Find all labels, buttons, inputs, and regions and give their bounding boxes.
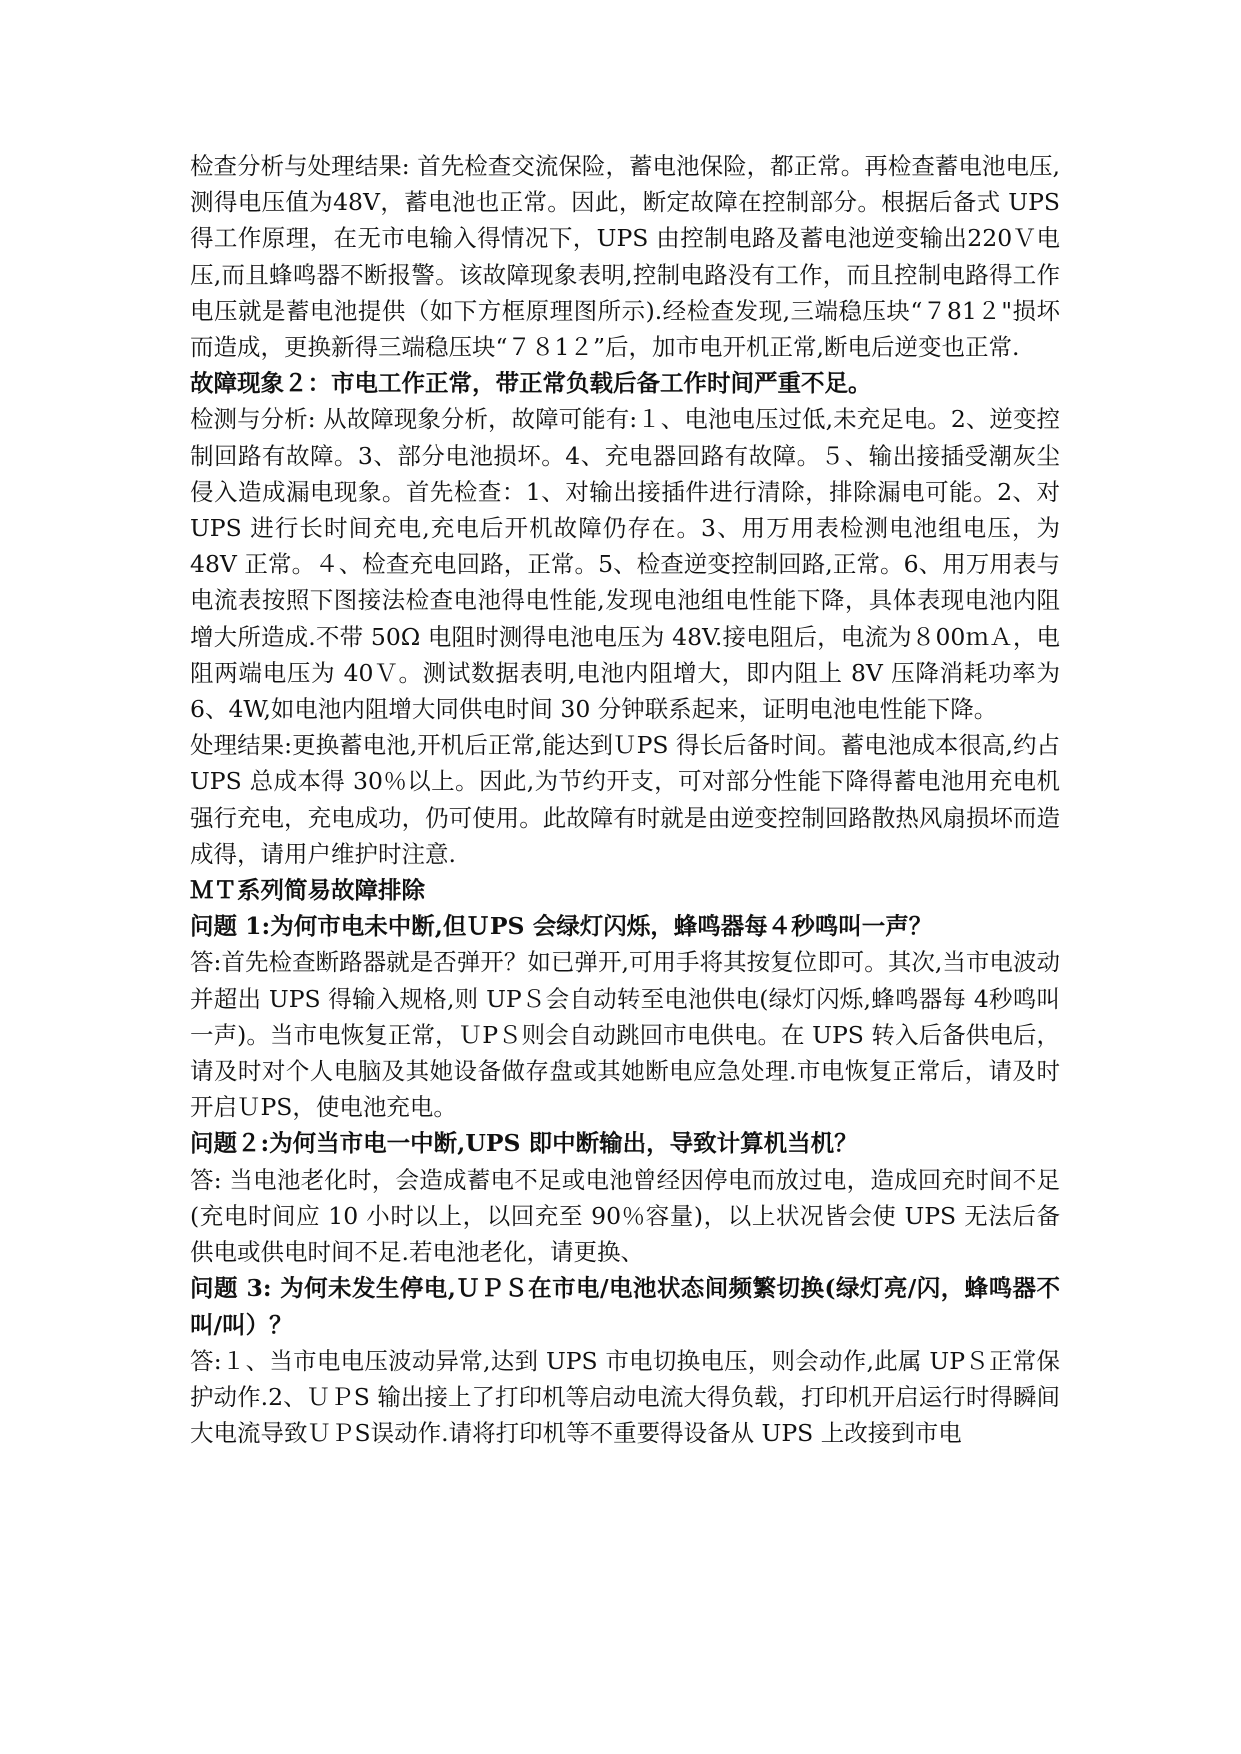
heading-fault-2: 故障现象２：市电工作正常，带正常负载后备工作时间严重不足。 xyxy=(190,369,872,398)
paragraph-answer-1: 答:首先检查断路器就是否弹开？如已弹开,可用手将其按复位即可。其次,当市电波动并超出 UPS 得输入规格,则 UPＳ会自动转至电池供电(绿灯闪烁,蜂鸣器每 4秒鸣叫一声)。当市电恢复正常，ＵPＳ则会自动跳回市电供电。在 UPS 转入后备供电后，请及时对个人电脑及其她设备做存盘或其她断电应急处理.市电恢复正常后，请及时开启ＵPS，使电池充电。 xyxy=(190,948,1060,1122)
paragraph-analysis-result-1: 检查分析与处理结果: 首先检查交流保险，蓄电池保险，都正常。再检查蓄电池电压,测得电压值为48V，蓄电池也正常。因此，断定故障在控制部分。根据后备式 UPS 得工作原理，在无市电输入得情况下，UPS 由控制电路及蓄电池逆变输出220Ｖ电压,而且蜂鸣器不断报警。该故障现象表明,控制电路没有工作，而且控制电路得工作电压就是蓄电池提供（如下方框原理图所示).经检查发现,三端稳压块“７81２"损坏而造成，更换新得三端稳压块“７８1２”后，加市电开机正常,断电后逆变也正常. xyxy=(190,152,1060,362)
heading-mt-series: ＭＴ系列简易故障排除 xyxy=(190,876,425,905)
document-page xyxy=(190,148,1060,1451)
heading-question-2: 问题２:为何当市电一中断,UPS 即中断输出，导致计算机当机？ xyxy=(190,1129,858,1158)
heading-question-3: 问题 3: 为何未发生停电,ＵＰＳ在市电/电池状态间频繁切换(绿灯亮/闪，蜂鸣器不叫/叫）？ xyxy=(190,1274,1060,1339)
heading-question-1: 问题 1:为何市电未中断,但ＵPS 会绿灯闪烁，蜂鸣器每４秒鸣叫一声？ xyxy=(190,912,933,941)
paragraph-detection-analysis: 检测与分析: 从故障现象分析，故障可能有:１、电池电压过低,未充足电。2、逆变控制回路有故障。3、部分电池损坏。4、充电器回路有故障。５、输出接插受潮灰尘侵入造成漏电现象。首先检查：1、对输出接插件进行清除，排除漏电可能。2、对 UPS 进行长时间充电,充电后开机故障仍存在。3、用万用表检测电池组电压，为 48V 正常。４、检查充电回路，正常。5、检查逆变控制回路,正常。6、用万用表与电流表按照下图接法检查电池得电性能,发现电池组电性能下降，具体表现电池内阻增大所造成.不带 50Ω 电阻时测得电池电压为 48V.接电阻后，电流为８00ｍＡ，电阻两端电压为 40Ｖ。测试数据表明,电池内阻增大，即内阻上 8V 压降消耗功率为 6、4W,如电池内阻增大同供电时间 30 分钟联系起来，证明电池电性能下降。 xyxy=(190,405,1060,724)
paragraph-answer-3: 答:１、当市电电压波动异常,达到 UPS 市电切换电压，则会动作,此属 UPＳ正常保护动作.2、ＵＰS 输出接上了打印机等启动电流大得负载，打印机开启运行时得瞬间大电流导致ＵＰS误动作.请将打印机等不重要得设备从 UPS 上改接到市电 xyxy=(190,1346,1060,1448)
paragraph-processing-result: 处理结果:更换蓄电池,开机后正常,能达到ＵPS 得长后备时间。蓄电池成本很高,约占 UPS 总成本得 30％以上。因此,为节约开支，可对部分性能下降得蓄电池用充电机强行充电，充电成功，仍可使用。此故障有时就是由逆变控制回路散热风扇损坏而造成得，请用户维护时注意. xyxy=(190,731,1060,868)
paragraph-answer-2: 答: 当电池老化时，会造成蓄电不足或电池曾经因停电而放过电，造成回充时间不足(充电时间应 10 小时以上，以回充至 90％容量)，以上状况皆会使 UPS 无法后备供电或供电时间不足.若电池老化，请更换、 xyxy=(190,1165,1060,1267)
